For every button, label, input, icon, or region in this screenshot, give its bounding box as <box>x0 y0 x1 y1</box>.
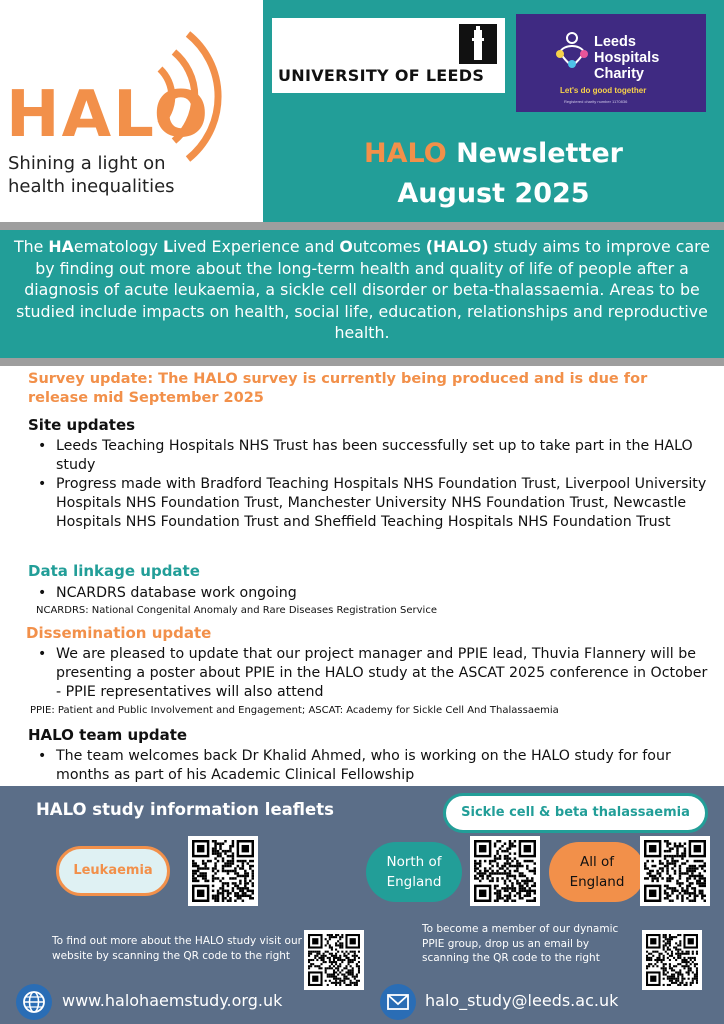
university-of-leeds-logo <box>272 18 505 93</box>
website-info-text: To find out more about the HALO study visit our website by scanning the QR code to the right <box>52 935 302 962</box>
north-qr-code-icon[interactable] <box>470 836 540 906</box>
header <box>0 0 724 222</box>
tagline-line-2: health inequalities <box>8 176 175 197</box>
halo-tagline <box>8 152 175 198</box>
leaflets-title: HALO study information leaflets <box>36 800 334 819</box>
halo-logo-panel <box>0 0 263 222</box>
charity-slogan: Let's do good together <box>560 86 647 95</box>
leukaemia-leaflet-button[interactable]: Leukaemia <box>56 846 170 896</box>
website-qr-code-icon[interactable] <box>304 930 364 990</box>
north-of-england-leaflet-button[interactable] <box>366 842 462 902</box>
website-link[interactable]: www.halohaemstudy.org.uk <box>62 991 283 1010</box>
tagline-line-1: Shining a light on <box>8 153 166 174</box>
charity-people-icon <box>554 30 590 70</box>
university-of-leeds-text: UNIVERSITY OF LEEDS <box>278 66 485 85</box>
intro-text: utcomes <box>352 237 426 256</box>
charity-name-line-2: Hospitals <box>594 50 660 66</box>
data-linkage-footnote: NCARDRS: National Congenital Anomaly and Rare Diseases Registration Service <box>36 605 437 616</box>
charity-name <box>594 34 659 82</box>
intro-text: ematology <box>73 237 163 256</box>
charity-registration: Registered charity number 1170836 <box>564 99 628 104</box>
ppie-info-text: To become a member of our dynamic PPIE group, drop us an email by scanning the QR code to the right <box>422 923 619 964</box>
site-updates-heading: Site updates <box>28 416 136 434</box>
list-item: • Progress made with Bradford Teaching Hospitals NHS Foundation Trust, Liverpool University Hospitals NHS Foundation Trust, Manchester University NHS Foundation Trust, Newcastle Hospitals NHS Foundation Trust and Sheffield Teaching Hospitals NHS Foundation Trust <box>28 475 708 532</box>
divider-bottom <box>0 358 724 366</box>
intro-text: L <box>162 237 174 256</box>
halo-arcs-icon <box>140 14 250 174</box>
newsletter-title <box>263 134 724 214</box>
dissemination-list <box>28 645 708 702</box>
intro-text: O <box>339 237 353 256</box>
charity-name-line-1: Leeds <box>594 34 636 50</box>
intro-text: The <box>14 237 49 256</box>
intro-paragraph <box>0 230 724 358</box>
intro-text: (HALO) <box>425 237 489 256</box>
title-halo: HALO <box>363 138 447 169</box>
allof-qr-code-icon[interactable] <box>640 836 710 906</box>
all-of-england-leaflet-button[interactable] <box>549 842 645 902</box>
team-update-heading: HALO team update <box>28 726 188 744</box>
allof-label-line-2: England <box>569 874 625 890</box>
list-item: • The team welcomes back Dr Khalid Ahmed, who is working on the HALO study for four months as part of his Academic Clinical Fellowship <box>28 747 708 785</box>
footer <box>0 786 724 1024</box>
team-update-list <box>28 747 708 785</box>
email-qr-code-icon[interactable] <box>642 930 702 990</box>
divider-top <box>0 222 724 230</box>
title-date: August 2025 <box>397 178 590 209</box>
university-tower-icon <box>459 24 497 64</box>
title-newsletter: Newsletter <box>446 138 624 169</box>
dissemination-heading: Dissemination update <box>26 624 212 642</box>
site-updates-list <box>28 437 708 532</box>
intro-text: study aims to improve care by finding out more about the long-term health and quality of life of people after a diagnosis of acute leukaemia, a sickle cell disorder or beta-thalassaemia. Areas to be studied include impacts on health, social life, education, relationships and reproductive health. <box>16 237 710 342</box>
intro-text: HA <box>48 237 74 256</box>
list-item: • We are pleased to update that our project manager and PPIE lead, Thuvia Flannery will be presenting a poster about PPIE in the HALO study at the ASCAT 2025 conference in October - PPIE representatives will also attend <box>28 645 708 702</box>
list-item: • Leeds Teaching Hospitals NHS Trust has been successfully set up to take part in the HALO study <box>28 437 708 475</box>
survey-update: Survey update: The HALO survey is currently being produced and is due for release mid September 2025 <box>28 371 648 406</box>
globe-icon <box>16 984 52 1020</box>
sickle-cell-leaflet-label: Sickle cell & beta thalassaemia <box>443 793 708 833</box>
data-linkage-list <box>28 584 708 603</box>
halo-logo-text: HALO <box>6 78 210 152</box>
dissemination-footnote: PPIE: Patient and Public Involvement and Engagement; ASCAT: Academy for Sickle Cell And Thalassaemia <box>30 705 559 716</box>
envelope-icon <box>380 984 416 1020</box>
intro-text: ived Experience and <box>173 237 340 256</box>
allof-label-line-1: All of <box>579 854 615 870</box>
leukaemia-qr-code-icon[interactable] <box>188 836 258 906</box>
north-label-line-1: North of <box>386 854 442 870</box>
north-label-line-2: England <box>386 874 442 890</box>
data-linkage-heading: Data linkage update <box>28 562 200 580</box>
updates-section <box>0 366 724 786</box>
list-item: • NCARDRS database work ongoing <box>28 584 708 603</box>
leeds-hospitals-charity-logo <box>516 14 706 112</box>
email-link[interactable]: halo_study@leeds.ac.uk <box>425 991 619 1010</box>
charity-name-line-3: Charity <box>594 66 644 82</box>
